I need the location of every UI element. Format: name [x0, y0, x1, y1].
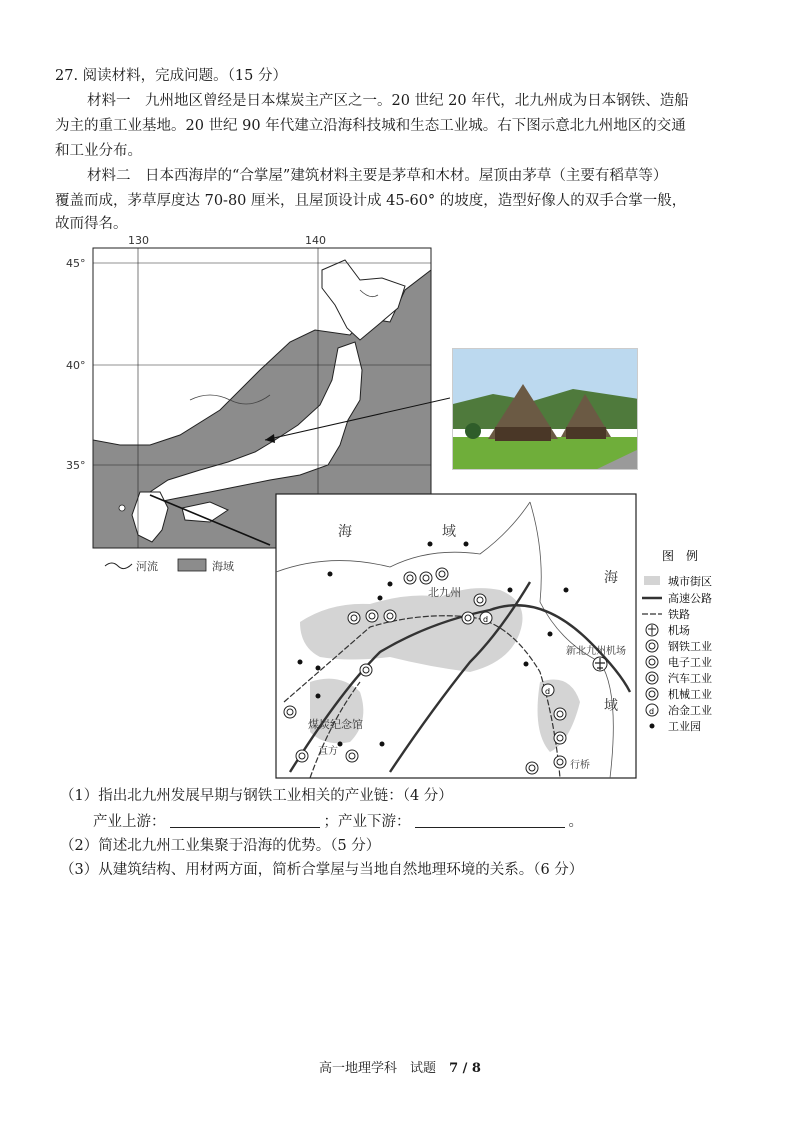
material2-line2: 覆盖而成，茅草厚度达 70-80 厘米，且屋顶设计成 45-60° 的坡度，造型好像人的双手合掌一般，	[55, 193, 687, 209]
sea-legend-label: 海域	[212, 560, 234, 573]
industry-steel-icon	[404, 572, 416, 584]
legend-industrial-park	[650, 719, 702, 733]
sea-label-top-1: 海	[338, 524, 352, 540]
upstream-label: 产业上游：	[93, 814, 166, 830]
industry-electronics-icon	[360, 664, 372, 676]
sub-question-3: （3）从建筑结构、用材两方面，简析合掌屋与当地自然地理环境的关系。（6 分）	[60, 862, 584, 878]
material1-line1: 材料一 九州地区曾经是日本煤炭主产区之一。20 世纪 20 年代，北九州成为日本钢铁、造船	[87, 93, 689, 109]
material2-line1: 材料二 日本西海岸的“合掌屋”建筑材料主要是茅草和木材。屋顶由茅草（主要有稻草等）	[87, 168, 668, 184]
industry-auto-icon	[554, 732, 566, 744]
lon-label-140: 140	[305, 234, 326, 247]
industry-auto-icon	[284, 706, 296, 718]
material2-line3: 故而得名。	[55, 216, 128, 232]
page-number: 7 / 8	[449, 1061, 481, 1076]
museum-label: 煤炭纪念馆	[308, 718, 363, 731]
svg-text:城市街区: 城市街区	[668, 575, 712, 588]
svg-text:钢铁工业: 钢铁工业	[668, 640, 712, 653]
legend-steel	[646, 639, 712, 653]
industry-electronics-icon	[296, 750, 308, 762]
material1-line3: 和工业分布。	[55, 143, 142, 159]
legend-machinery	[646, 687, 712, 701]
industry-auto-icon	[554, 708, 566, 720]
svg-text:机场: 机场	[668, 624, 690, 637]
svg-text:d: d	[483, 615, 489, 624]
material1-line2: 为主的重工业基地。20 世纪 90 年代建立沿海科技城和生态工业城。右下图示意北九州地区的交通	[55, 118, 686, 134]
page-footer	[0, 1057, 800, 1076]
industry-auto-icon	[526, 762, 538, 774]
industry-metallurgy-icon	[480, 612, 492, 624]
industry-machinery-icon	[384, 610, 396, 622]
legend-metallurgy	[646, 703, 712, 717]
legend-highway	[642, 591, 712, 605]
river-legend-icon	[105, 563, 132, 569]
legend-railway	[642, 607, 690, 621]
industry-electronics-icon	[420, 572, 432, 584]
svg-text:冶金工业: 冶金工业	[668, 704, 712, 717]
photo-house-right-wall	[566, 427, 606, 439]
svg-text:汽车工业: 汽车工业	[668, 672, 712, 685]
small-island	[119, 505, 125, 511]
legend-title: 图 例	[662, 549, 699, 563]
industry-electronics-icon	[366, 610, 378, 622]
photo-tree	[465, 423, 481, 439]
nogata-label: 直方	[318, 746, 338, 757]
lon-label-130: 130	[128, 234, 149, 247]
lat-label-45: 45°	[66, 257, 86, 270]
sea-label-top-2: 域	[442, 524, 456, 540]
industry-steel-icon	[348, 612, 360, 624]
industry-machinery-icon	[436, 568, 448, 580]
svg-text:高速公路: 高速公路	[668, 592, 712, 605]
legend-auto	[646, 671, 712, 685]
yukuhashi-label: 行桥	[570, 760, 590, 771]
lat-label-40: 40°	[66, 359, 86, 372]
downstream-label: ；产业下游：	[323, 814, 411, 830]
industry-machinery-icon	[554, 756, 566, 768]
kitakyushu-map	[270, 492, 750, 782]
photo-house-left-wall	[495, 427, 551, 441]
sub-question-1: （1）指出北九州发展早期与钢铁工业相关的产业链：（4 分）	[60, 788, 453, 804]
industry-steel-icon	[474, 594, 486, 606]
sub-question-1-answer-line	[93, 812, 583, 832]
river-legend-label: 河流	[136, 560, 158, 573]
answer-end: 。	[568, 814, 583, 830]
city-label-kitakyushu: 北九州	[428, 586, 461, 599]
footer-text: 高一地理学科 试题	[319, 1061, 450, 1076]
svg-text:工业园: 工业园	[668, 720, 701, 733]
industry-steel-icon	[462, 612, 474, 624]
question-title: 27. 阅读材料，完成问题。（15 分）	[55, 68, 287, 84]
upstream-answer-blank[interactable]	[170, 814, 320, 828]
sea-legend-icon	[178, 559, 206, 571]
industry-machinery-icon	[346, 750, 358, 762]
sea-label-right-1: 海	[604, 570, 618, 586]
airport-icon	[593, 657, 607, 671]
legend-electronics	[646, 655, 712, 669]
legend-airport	[646, 623, 690, 637]
legend-urban-area	[644, 574, 712, 588]
svg-text:d: d	[649, 707, 655, 716]
airport-label: 新北九州机场	[566, 646, 626, 657]
gassho-house-photo	[452, 348, 638, 470]
downstream-answer-blank[interactable]	[415, 814, 565, 828]
sea-label-right-2: 域	[604, 698, 618, 714]
gassho-house-illustration	[453, 349, 638, 470]
svg-text:机械工业: 机械工业	[668, 688, 712, 701]
sub-question-2: （2）简述北九州工业集聚于沿海的优势。（5 分）	[60, 838, 381, 854]
lat-label-35: 35°	[66, 459, 86, 472]
svg-text:d: d	[545, 687, 551, 696]
svg-text:电子工业: 电子工业	[668, 656, 712, 669]
svg-text:铁路: 铁路	[668, 608, 690, 621]
industry-metallurgy-icon	[542, 684, 554, 696]
